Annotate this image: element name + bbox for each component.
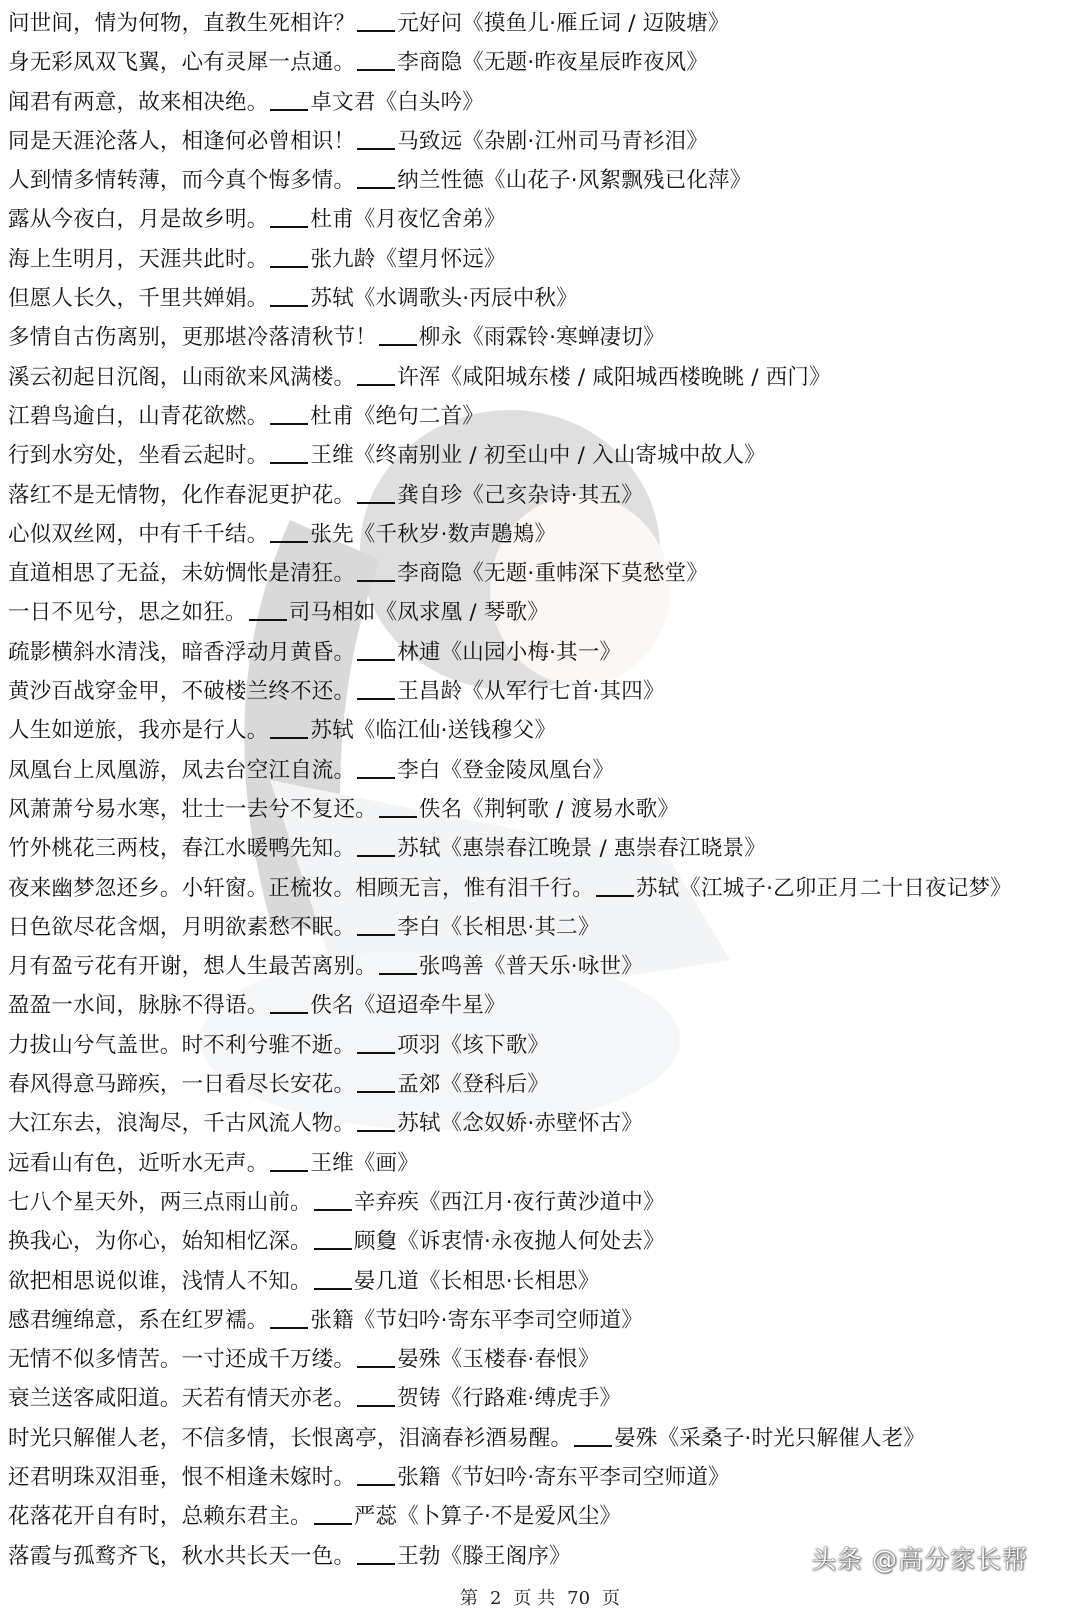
verse-text: 竹外桃花三两枝，春江水暖鸭先知。	[8, 836, 356, 862]
poem-line	[8, 790, 1072, 829]
answer-blank	[357, 49, 395, 71]
answer-blank	[270, 206, 308, 228]
answer-blank	[270, 1307, 308, 1329]
verse-text: 一日不见兮，思之如狂。	[8, 600, 247, 626]
answer-blank	[357, 482, 395, 504]
verse-text: 行到水穷处，坐看云起时。	[8, 443, 269, 469]
source-text: 佚名《迢迢牵牛星》	[310, 993, 506, 1019]
verse-text: 落霞与孤鹜齐飞，秋水共长天一色。	[8, 1543, 356, 1569]
answer-blank	[357, 1464, 395, 1486]
source-text: 林逋《山园小梅·其一》	[397, 639, 622, 665]
source-text: 张先《千秋岁·数声鶗鴂》	[310, 521, 557, 547]
answer-blank	[357, 560, 395, 582]
verse-text: 月有盈亏花有开谢，想人生最苦离别。	[8, 954, 377, 980]
verse-text: 身无彩凤双飞翼，心有灵犀一点通。	[8, 50, 356, 76]
footer-current-page: 2	[489, 1588, 502, 1609]
source-text: 许浑《咸阳城东楼 / 咸阳城西楼晚眺 / 西门》	[397, 364, 831, 390]
answer-blank	[357, 639, 395, 661]
source-text: 张籍《节妇吟·寄东平李司空师道》	[397, 1464, 730, 1490]
poem-line	[8, 986, 1072, 1025]
source-text: 纳兰性德《山花子·风絮飘残已化萍》	[397, 168, 752, 194]
verse-text: 但愿人长久，千里共婵娟。	[8, 286, 269, 312]
verse-text: 凤凰台上凤凰游，凤去台空江自流。	[8, 757, 356, 783]
footer-suffix: 页	[602, 1588, 621, 1609]
source-text: 李白《长相思·其二》	[397, 914, 600, 940]
source-text: 顾敻《诉衷情·永夜抛人何处去》	[353, 1229, 665, 1255]
verse-text: 闻君有两意，故来相决绝。	[8, 89, 269, 115]
footer-mid: 页 共	[513, 1588, 556, 1609]
poem-line	[8, 1340, 1072, 1379]
answer-blank	[357, 678, 395, 700]
watermark: 头条 @高分家长帮	[811, 1545, 1028, 1574]
source-text: 王昌龄《从军行七首·其四》	[397, 679, 665, 705]
source-text: 苏轼《临江仙·送钱穆父》	[310, 718, 557, 744]
poem-line	[8, 4, 1072, 43]
answer-blank	[314, 1189, 352, 1211]
source-text: 苏轼《惠崇春江晚景 / 惠崇春江晓景》	[397, 836, 766, 862]
source-text: 苏轼《水调歌头·丙辰中秋》	[310, 286, 578, 312]
poem-line	[8, 1065, 1072, 1104]
answer-blank	[270, 442, 308, 464]
source-text: 晏几道《长相思·长相思》	[353, 1268, 600, 1294]
poem-line	[8, 358, 1072, 397]
verse-text: 衰兰送客咸阳道。天若有情天亦老。	[8, 1386, 356, 1412]
page-footer	[0, 1584, 1080, 1610]
poem-line	[8, 161, 1072, 200]
verse-text: 七八个星天外，两三点雨山前。	[8, 1189, 312, 1215]
poem-line	[8, 515, 1072, 554]
verse-text: 大江东去，浪淘尽，千古风流人物。	[8, 1111, 356, 1137]
verse-text: 花落花开自有时，总赖东君主。	[8, 1504, 312, 1530]
source-text: 元好问《摸鱼儿·雁丘词 / 迈陂塘》	[397, 11, 730, 36]
poem-line	[8, 83, 1072, 122]
verse-text: 心似双丝网，中有千千结。	[8, 521, 269, 547]
answer-blank	[357, 1346, 395, 1368]
source-text: 苏轼《江城子·乙卯正月二十日夜记梦》	[635, 875, 1012, 901]
source-text: 司马相如《凤求凰 / 琴歌》	[288, 600, 549, 626]
poem-line	[8, 279, 1072, 318]
verse-text: 感君缠绵意，系在红罗襦。	[8, 1307, 269, 1333]
poem-line	[8, 1183, 1072, 1222]
source-text: 马致远《杂剧·江州司马青衫泪》	[397, 128, 709, 154]
verse-text: 疏影横斜水清浅，暗香浮动月黄昏。	[8, 639, 356, 665]
answer-blank	[357, 1071, 395, 1093]
poem-line	[8, 947, 1072, 986]
verse-text: 露从今夜白，月是故乡明。	[8, 207, 269, 233]
answer-blank	[357, 757, 395, 779]
answer-blank	[574, 1425, 612, 1447]
answer-blank	[379, 796, 417, 818]
poem-line	[8, 122, 1072, 161]
answer-blank	[357, 364, 395, 386]
verse-text: 风萧萧兮易水寒，壮士一去兮不复还。	[8, 796, 377, 822]
source-text: 李商隐《无题·重帏深下莫愁堂》	[397, 561, 709, 587]
answer-blank	[357, 914, 395, 936]
poem-line	[8, 829, 1072, 868]
verse-text: 换我心，为你心，始知相忆深。	[8, 1229, 312, 1255]
poem-line	[8, 397, 1072, 436]
poem-line	[8, 43, 1072, 82]
poem-line	[8, 1026, 1072, 1065]
verse-text: 力拔山兮气盖世。时不利兮骓不逝。	[8, 1032, 356, 1058]
poem-line	[8, 318, 1072, 357]
answer-blank	[314, 1503, 352, 1525]
poem-line	[8, 1144, 1072, 1183]
verse-text: 还君明珠双泪垂，恨不相逢未嫁时。	[8, 1464, 356, 1490]
source-text: 杜甫《绝句二首》	[310, 403, 485, 429]
source-text: 张籍《节妇吟·寄东平李司空师道》	[310, 1307, 643, 1333]
verse-text: 海上生明月，天涯共此时。	[8, 246, 269, 272]
source-text: 贺铸《行路难·缚虎手》	[397, 1386, 622, 1412]
source-text: 王维《画》	[310, 1150, 419, 1176]
answer-blank	[357, 1032, 395, 1054]
answer-blank	[379, 324, 417, 346]
verse-text: 同是天涯沦落人，相逢何必曾相识！	[8, 128, 356, 154]
poem-line	[8, 593, 1072, 632]
answer-blank	[270, 403, 308, 425]
verse-text: 人到情多情转薄，而今真个悔多情。	[8, 168, 356, 194]
poem-line	[8, 672, 1072, 711]
verse-text: 盈盈一水间，脉脉不得语。	[8, 993, 269, 1019]
poem-line	[8, 1497, 1072, 1536]
source-text: 佚名《荆轲歌 / 渡易水歌》	[418, 796, 680, 822]
poem-line	[8, 554, 1072, 593]
source-text: 辛弃疾《西江月·夜行黄沙道中》	[353, 1189, 665, 1215]
poem-line	[8, 751, 1072, 790]
verse-text: 黄沙百战穿金甲，不破楼兰终不还。	[8, 679, 356, 705]
poem-line	[8, 240, 1072, 279]
poem-line	[8, 1222, 1072, 1261]
source-text: 卓文君《白头吟》	[310, 89, 485, 115]
poem-line	[8, 711, 1072, 750]
poem-line	[8, 1379, 1072, 1418]
poem-list	[8, 4, 1072, 1576]
answer-blank	[379, 953, 417, 975]
source-text: 李商隐《无题·昨夜星辰昨夜风》	[397, 50, 709, 76]
answer-blank	[270, 246, 308, 268]
answer-blank	[357, 1543, 395, 1565]
poem-line	[8, 908, 1072, 947]
source-text: 柳永《雨霖铃·寒蝉凄切》	[418, 325, 665, 351]
poem-line	[8, 476, 1072, 515]
footer-prefix: 第	[459, 1588, 478, 1609]
verse-text: 人生如逆旅，我亦是行人。	[8, 718, 269, 744]
source-text: 龚自珍《己亥杂诗·其五》	[397, 482, 643, 508]
answer-blank	[270, 1150, 308, 1172]
source-text: 张鸣善《普天乐·咏世》	[418, 954, 643, 980]
answer-blank	[357, 10, 395, 32]
source-text: 王维《终南别业 / 初至山中 / 入山寄城中故人》	[310, 443, 766, 469]
answer-blank	[314, 1268, 352, 1290]
source-text: 苏轼《念奴娇·赤壁怀古》	[397, 1111, 643, 1137]
verse-text: 欲把相思说似谁，浅情人不知。	[8, 1268, 312, 1294]
source-text: 严蕊《卜算子·不是爱风尘》	[353, 1504, 622, 1530]
verse-text: 多情自古伤离别，更那堪冷落清秋节！	[8, 325, 377, 351]
source-text: 李白《登金陵凤凰台》	[397, 757, 615, 783]
poem-line	[8, 1262, 1072, 1301]
verse-text: 江碧鸟逾白，山青花欲燃。	[8, 403, 269, 429]
verse-text: 远看山有色，近听水无声。	[8, 1150, 269, 1176]
verse-text: 日色欲尽花含烟，月明欲素愁不眠。	[8, 914, 356, 940]
poem-line	[8, 1301, 1072, 1340]
answer-blank	[357, 1110, 395, 1132]
answer-blank	[270, 89, 308, 111]
answer-blank	[596, 875, 634, 897]
poem-line	[8, 436, 1072, 475]
answer-blank	[357, 128, 395, 150]
verse-text: 无情不似多情苦。一寸还成千万缕。	[8, 1347, 356, 1373]
answer-blank	[357, 167, 395, 189]
verse-text: 问世间，情为何物，直教生死相许？	[8, 11, 356, 36]
poem-line	[8, 633, 1072, 672]
answer-blank	[270, 285, 308, 307]
source-text: 晏殊《玉楼春·春恨》	[397, 1347, 600, 1373]
source-text: 张九龄《望月怀远》	[310, 246, 506, 272]
verse-text: 溪云初起日沉阁，山雨欲来风满楼。	[8, 364, 356, 390]
answer-blank	[357, 835, 395, 857]
answer-blank	[357, 1385, 395, 1407]
source-text: 杜甫《月夜忆舍弟》	[310, 207, 506, 233]
poem-line	[8, 1104, 1072, 1143]
poem-line	[8, 1419, 1072, 1458]
answer-blank	[270, 521, 308, 543]
verse-text: 春风得意马蹄疾，一日看尽长安花。	[8, 1072, 356, 1098]
verse-text: 落红不是无情物，化作春泥更护花。	[8, 482, 356, 508]
answer-blank	[314, 1228, 352, 1250]
source-text: 晏殊《采桑子·时光只解催人老》	[614, 1425, 926, 1451]
poem-line	[8, 200, 1072, 239]
source-text: 王勃《滕王阁序》	[397, 1543, 571, 1569]
poem-line	[8, 869, 1072, 908]
source-text: 项羽《垓下歌》	[397, 1032, 550, 1058]
answer-blank	[270, 992, 308, 1014]
answer-blank	[249, 599, 287, 621]
verse-text: 时光只解催人老，不信多情，长恨离亭，泪滴春衫酒易醒。	[8, 1425, 573, 1451]
verse-text: 夜来幽梦忽还乡。小轩窗。正梳妆。相顾无言，惟有泪千行。	[8, 875, 594, 901]
answer-blank	[270, 717, 308, 739]
poem-line	[8, 1458, 1072, 1497]
footer-total-pages: 70	[567, 1588, 591, 1609]
source-text: 孟郊《登科后》	[397, 1072, 550, 1098]
verse-text: 直道相思了无益，未妨惆怅是清狂。	[8, 561, 356, 587]
